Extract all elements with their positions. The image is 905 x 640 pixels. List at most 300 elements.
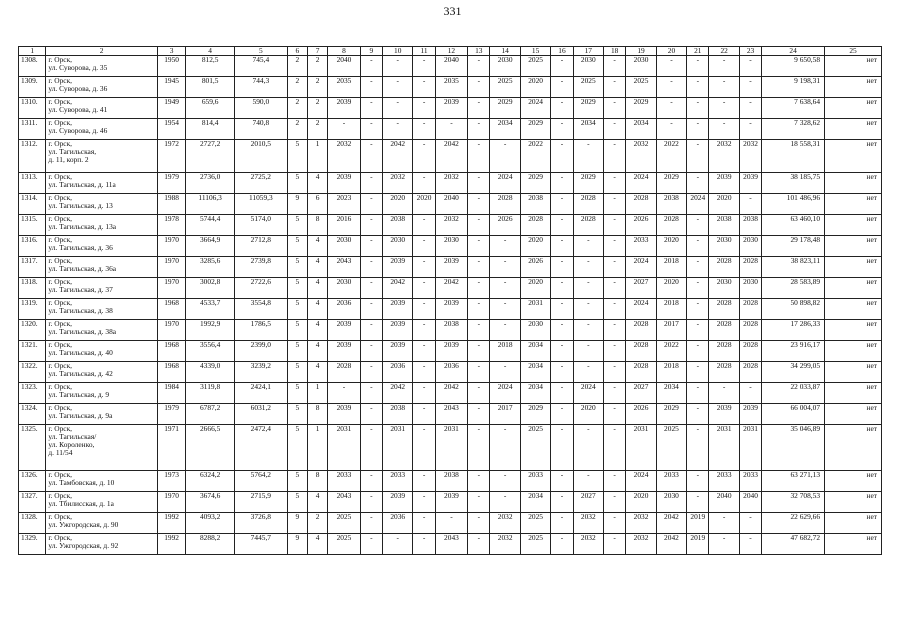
value-cell: 2039 — [739, 404, 761, 425]
value-cell: - — [604, 56, 626, 77]
value-cell: 2399,0 — [234, 341, 287, 362]
value-cell: - — [490, 471, 520, 492]
value-cell: 2030 — [328, 278, 360, 299]
value-cell: - — [687, 299, 709, 320]
value-cell: - — [468, 425, 490, 471]
cost-cell: 9 650,58 — [762, 56, 825, 77]
value-cell: 2036 — [383, 513, 413, 534]
value-cell: 1949 — [157, 98, 185, 119]
column-number: 4 — [186, 47, 235, 56]
value-cell: 2 — [287, 56, 307, 77]
value-cell: 4 — [307, 236, 327, 257]
value-cell: 2028 — [739, 257, 761, 278]
column-number: 20 — [656, 47, 686, 56]
value-cell: 2038 — [520, 194, 550, 215]
column-number: 19 — [626, 47, 656, 56]
address-cell — [46, 534, 158, 555]
value-cell: - — [383, 56, 413, 77]
value-cell: 2036 — [328, 299, 360, 320]
address-line: г. Орск, — [48, 424, 73, 433]
value-cell: 4 — [307, 173, 327, 194]
value-cell: 2028 — [739, 299, 761, 320]
value-cell: 2025 — [520, 425, 550, 471]
value-cell: - — [604, 513, 626, 534]
value-cell: - — [468, 404, 490, 425]
value-cell: 2028 — [328, 362, 360, 383]
value-cell: - — [604, 194, 626, 215]
value-cell: - — [468, 56, 490, 77]
value-cell: 2020 — [656, 236, 686, 257]
value-cell: 4339,0 — [186, 362, 235, 383]
cost-cell: 18 558,31 — [762, 140, 825, 173]
value-cell: 4 — [307, 257, 327, 278]
value-cell: - — [687, 119, 709, 140]
row-number-cell: 1315. — [19, 215, 46, 236]
value-cell: 6324,2 — [186, 471, 235, 492]
cost-cell: 66 004,07 — [762, 404, 825, 425]
value-cell: 2039 — [383, 341, 413, 362]
table-row — [19, 194, 882, 215]
value-cell: - — [687, 257, 709, 278]
column-number: 5 — [234, 47, 287, 56]
value-cell: - — [468, 278, 490, 299]
value-cell: - — [573, 299, 603, 320]
address-cell — [46, 299, 158, 320]
value-cell: 2024 — [626, 471, 656, 492]
value-cell: - — [360, 471, 382, 492]
value-cell: 8288,2 — [186, 534, 235, 555]
value-cell: 2030 — [383, 236, 413, 257]
value-cell: - — [573, 425, 603, 471]
value-cell: 2039 — [709, 173, 739, 194]
value-cell: 2032 — [573, 534, 603, 555]
value-cell: 2034 — [490, 119, 520, 140]
value-cell: 2042 — [383, 278, 413, 299]
address-line: г. Орск, — [48, 470, 73, 479]
value-cell: 2020 — [520, 236, 550, 257]
address-line: ул. Короленко, — [48, 440, 95, 449]
row-number-cell: 1322. — [19, 362, 46, 383]
value-cell: 2035 — [328, 77, 360, 98]
value-cell: - — [687, 383, 709, 404]
column-number: 18 — [604, 47, 626, 56]
value-cell: 2039 — [328, 404, 360, 425]
flag-cell: нет — [825, 425, 882, 471]
value-cell: 5 — [287, 320, 307, 341]
value-cell: - — [573, 257, 603, 278]
value-cell: - — [360, 278, 382, 299]
value-cell: 2026 — [626, 215, 656, 236]
value-cell: - — [709, 98, 739, 119]
table-row — [19, 98, 882, 119]
value-cell: 2042 — [656, 513, 686, 534]
value-cell: 2030 — [656, 492, 686, 513]
value-cell: 2030 — [739, 236, 761, 257]
value-cell: 2026 — [490, 215, 520, 236]
value-cell: 2018 — [656, 257, 686, 278]
row-number-cell: 1316. — [19, 236, 46, 257]
table-row — [19, 492, 882, 513]
value-cell: - — [360, 341, 382, 362]
value-cell: - — [360, 56, 382, 77]
address-line: д. 11, корп. 2 — [48, 155, 89, 164]
value-cell: 2040 — [435, 194, 467, 215]
cost-cell: 47 682,72 — [762, 534, 825, 555]
value-cell: - — [551, 215, 573, 236]
table-row — [19, 119, 882, 140]
value-cell: 1978 — [157, 215, 185, 236]
value-cell: - — [468, 534, 490, 555]
address-line: г. Орск, — [48, 235, 73, 244]
value-cell: 590,0 — [234, 98, 287, 119]
address-cell — [46, 77, 158, 98]
value-cell: 2725,2 — [234, 173, 287, 194]
value-cell: - — [573, 140, 603, 173]
value-cell: 4 — [307, 341, 327, 362]
value-cell: - — [413, 98, 435, 119]
value-cell: - — [468, 341, 490, 362]
address-line: г. Орск, — [48, 403, 73, 412]
value-cell: - — [551, 492, 573, 513]
value-cell: - — [551, 513, 573, 534]
value-cell: 4 — [307, 534, 327, 555]
table-row — [19, 513, 882, 534]
value-cell: 2017 — [490, 404, 520, 425]
value-cell: 2042 — [435, 383, 467, 404]
value-cell: 1 — [307, 425, 327, 471]
column-number: 21 — [687, 47, 709, 56]
address-cell — [46, 119, 158, 140]
value-cell: 1984 — [157, 383, 185, 404]
value-cell: 2042 — [435, 278, 467, 299]
flag-cell: нет — [825, 194, 882, 215]
value-cell: 4533,7 — [186, 299, 235, 320]
value-cell: - — [360, 194, 382, 215]
row-number-cell: 1326. — [19, 471, 46, 492]
value-cell: 2 — [307, 98, 327, 119]
value-cell: - — [687, 140, 709, 173]
value-cell: 3674,6 — [186, 492, 235, 513]
value-cell: - — [604, 320, 626, 341]
value-cell: - — [360, 320, 382, 341]
row-number-cell: 1323. — [19, 383, 46, 404]
value-cell: - — [709, 56, 739, 77]
address-cell — [46, 383, 158, 404]
value-cell: - — [687, 56, 709, 77]
value-cell: 2031 — [435, 425, 467, 471]
cost-cell: 38 185,75 — [762, 173, 825, 194]
value-cell: 5 — [287, 299, 307, 320]
table-row — [19, 77, 882, 98]
value-cell: - — [604, 98, 626, 119]
value-cell: 2 — [287, 77, 307, 98]
value-cell: - — [551, 98, 573, 119]
value-cell: - — [604, 383, 626, 404]
value-cell: 3285,6 — [186, 257, 235, 278]
value-cell: 2028 — [739, 341, 761, 362]
value-cell: - — [490, 492, 520, 513]
value-cell: 2040 — [709, 492, 739, 513]
value-cell: 2024 — [626, 173, 656, 194]
cost-cell: 23 916,17 — [762, 341, 825, 362]
value-cell: 2032 — [435, 173, 467, 194]
value-cell: 2039 — [435, 299, 467, 320]
value-cell: 5174,0 — [234, 215, 287, 236]
address-cell — [46, 194, 158, 215]
value-cell: 659,6 — [186, 98, 235, 119]
value-cell: - — [468, 299, 490, 320]
address-line: д. 11/54 — [48, 448, 73, 457]
value-cell: 5 — [287, 236, 307, 257]
value-cell: - — [604, 278, 626, 299]
address-line: ул. Тагильская, д. 38а — [48, 327, 117, 336]
value-cell: - — [328, 119, 360, 140]
address-cell — [46, 236, 158, 257]
address-line: г. Орск, — [48, 298, 73, 307]
value-cell: 2020 — [520, 278, 550, 299]
value-cell: 2039 — [739, 173, 761, 194]
value-cell: - — [413, 77, 435, 98]
value-cell: 2034 — [520, 492, 550, 513]
value-cell: 2043 — [435, 534, 467, 555]
flag-cell: нет — [825, 299, 882, 320]
value-cell: 1970 — [157, 492, 185, 513]
value-cell: - — [468, 173, 490, 194]
value-cell: 2025 — [328, 534, 360, 555]
value-cell: 1950 — [157, 56, 185, 77]
value-cell: 2712,8 — [234, 236, 287, 257]
value-cell: - — [360, 173, 382, 194]
value-cell: 2034 — [656, 383, 686, 404]
address-line: ул. Тагильская/ — [48, 432, 97, 441]
address-line: ул. Тагильская, д. 13 — [48, 201, 113, 210]
value-cell: - — [604, 492, 626, 513]
address-line: г. Орск, — [48, 55, 73, 64]
value-cell: 2026 — [626, 404, 656, 425]
value-cell: 9 — [287, 194, 307, 215]
value-cell: - — [360, 299, 382, 320]
value-cell: - — [551, 56, 573, 77]
value-cell: 2042 — [435, 140, 467, 173]
value-cell: - — [360, 534, 382, 555]
flag-cell: нет — [825, 362, 882, 383]
value-cell: - — [468, 236, 490, 257]
value-cell: - — [551, 299, 573, 320]
address-cell — [46, 320, 158, 341]
value-cell: 1970 — [157, 278, 185, 299]
address-cell — [46, 425, 158, 471]
table-row — [19, 173, 882, 194]
value-cell: 2020 — [520, 77, 550, 98]
cost-cell: 9 198,31 — [762, 77, 825, 98]
value-cell: 1971 — [157, 425, 185, 471]
value-cell: - — [551, 173, 573, 194]
table-row — [19, 56, 882, 77]
address-line: ул. Ужгородская, д. 92 — [48, 541, 119, 550]
address-cell — [46, 173, 158, 194]
row-number-cell: 1310. — [19, 98, 46, 119]
address-line: ул. Тагильская, д. 38 — [48, 306, 113, 315]
value-cell: - — [468, 471, 490, 492]
address-line: г. Орск, — [48, 97, 73, 106]
value-cell: - — [360, 425, 382, 471]
value-cell: 2024 — [573, 383, 603, 404]
value-cell: 3554,8 — [234, 299, 287, 320]
value-cell: - — [551, 140, 573, 173]
row-number-cell: 1324. — [19, 404, 46, 425]
flag-cell: нет — [825, 77, 882, 98]
value-cell: - — [360, 119, 382, 140]
value-cell: 2028 — [656, 215, 686, 236]
cost-cell: 34 299,05 — [762, 362, 825, 383]
value-cell: 2039 — [383, 299, 413, 320]
column-number: 23 — [739, 47, 761, 56]
value-cell: 1 — [307, 140, 327, 173]
value-cell: 1786,5 — [234, 320, 287, 341]
value-cell: - — [490, 299, 520, 320]
value-cell: 2038 — [435, 471, 467, 492]
value-cell: - — [413, 425, 435, 471]
value-cell: - — [413, 119, 435, 140]
value-cell: - — [360, 492, 382, 513]
address-cell — [46, 404, 158, 425]
value-cell: - — [551, 236, 573, 257]
value-cell: 2039 — [328, 98, 360, 119]
column-number: 16 — [551, 47, 573, 56]
column-number-row — [19, 47, 882, 56]
column-number: 7 — [307, 47, 327, 56]
value-cell: 5744,4 — [186, 215, 235, 236]
value-cell: 740,8 — [234, 119, 287, 140]
value-cell: - — [468, 492, 490, 513]
value-cell: 2033 — [709, 471, 739, 492]
value-cell: 2038 — [383, 404, 413, 425]
value-cell: - — [604, 471, 626, 492]
address-line: г. Орск, — [48, 118, 73, 127]
table-row — [19, 383, 882, 404]
address-cell — [46, 492, 158, 513]
value-cell: 2030 — [435, 236, 467, 257]
address-line: г. Орск, — [48, 277, 73, 286]
value-cell: 2030 — [520, 320, 550, 341]
value-cell: 2 — [307, 77, 327, 98]
value-cell: 2026 — [520, 257, 550, 278]
value-cell: 2032 — [573, 513, 603, 534]
value-cell: 2022 — [656, 341, 686, 362]
value-cell: 2033 — [656, 471, 686, 492]
value-cell: 2029 — [520, 173, 550, 194]
value-cell: - — [739, 513, 761, 534]
value-cell: - — [687, 98, 709, 119]
value-cell: - — [413, 299, 435, 320]
value-cell: 2 — [307, 513, 327, 534]
value-cell: 2024 — [626, 257, 656, 278]
value-cell: 2034 — [520, 341, 550, 362]
value-cell: 4 — [307, 278, 327, 299]
row-number-cell: 1309. — [19, 77, 46, 98]
value-cell: 2030 — [709, 236, 739, 257]
value-cell: - — [687, 278, 709, 299]
value-cell: 2029 — [573, 98, 603, 119]
table-row — [19, 236, 882, 257]
value-cell: 6787,2 — [186, 404, 235, 425]
value-cell: 2022 — [656, 140, 686, 173]
address-line: г. Орск, — [48, 172, 73, 181]
value-cell: 1972 — [157, 140, 185, 173]
value-cell: 2033 — [626, 236, 656, 257]
address-line: г. Орск, — [48, 340, 73, 349]
row-number-cell: 1321. — [19, 341, 46, 362]
value-cell: 2039 — [709, 404, 739, 425]
value-cell: 2020 — [413, 194, 435, 215]
value-cell: - — [709, 534, 739, 555]
address-cell — [46, 471, 158, 492]
address-cell — [46, 341, 158, 362]
value-cell: - — [573, 320, 603, 341]
value-cell: - — [413, 257, 435, 278]
address-line: г. Орск, — [48, 512, 73, 521]
row-number-cell: 1325. — [19, 425, 46, 471]
value-cell: 2030 — [573, 56, 603, 77]
value-cell: - — [604, 140, 626, 173]
column-number: 2 — [46, 47, 158, 56]
value-cell: - — [551, 534, 573, 555]
value-cell: - — [687, 362, 709, 383]
value-cell: 1945 — [157, 77, 185, 98]
value-cell: 2038 — [383, 215, 413, 236]
value-cell: - — [413, 534, 435, 555]
value-cell: 2033 — [520, 471, 550, 492]
value-cell: 3664,9 — [186, 236, 235, 257]
value-cell: 2033 — [328, 471, 360, 492]
value-cell: 2016 — [328, 215, 360, 236]
value-cell: 2029 — [520, 119, 550, 140]
table-row — [19, 471, 882, 492]
value-cell: 2028 — [626, 341, 656, 362]
value-cell: 2043 — [328, 492, 360, 513]
value-cell: - — [490, 278, 520, 299]
value-cell: 11106,3 — [186, 194, 235, 215]
value-cell: 6031,2 — [234, 404, 287, 425]
value-cell: - — [551, 77, 573, 98]
row-number-cell: 1319. — [19, 299, 46, 320]
value-cell: - — [551, 320, 573, 341]
value-cell: 1970 — [157, 236, 185, 257]
value-cell: - — [604, 77, 626, 98]
value-cell: 2032 — [626, 140, 656, 173]
value-cell: 2018 — [656, 362, 686, 383]
value-cell: 2036 — [435, 362, 467, 383]
value-cell: 2032 — [383, 173, 413, 194]
value-cell: - — [413, 513, 435, 534]
value-cell: - — [413, 56, 435, 77]
value-cell: - — [551, 362, 573, 383]
value-cell: - — [604, 173, 626, 194]
value-cell: - — [687, 320, 709, 341]
value-cell: 2042 — [656, 534, 686, 555]
value-cell: 2017 — [656, 320, 686, 341]
value-cell: 3556,4 — [186, 341, 235, 362]
address-line: г. Орск, — [48, 214, 73, 223]
value-cell: 2 — [307, 119, 327, 140]
value-cell: 2032 — [709, 140, 739, 173]
address-line: г. Орск, — [48, 361, 73, 370]
value-cell: 2025 — [520, 56, 550, 77]
value-cell: - — [573, 471, 603, 492]
row-number-cell: 1329. — [19, 534, 46, 555]
value-cell: 2039 — [328, 341, 360, 362]
value-cell: 2043 — [328, 257, 360, 278]
